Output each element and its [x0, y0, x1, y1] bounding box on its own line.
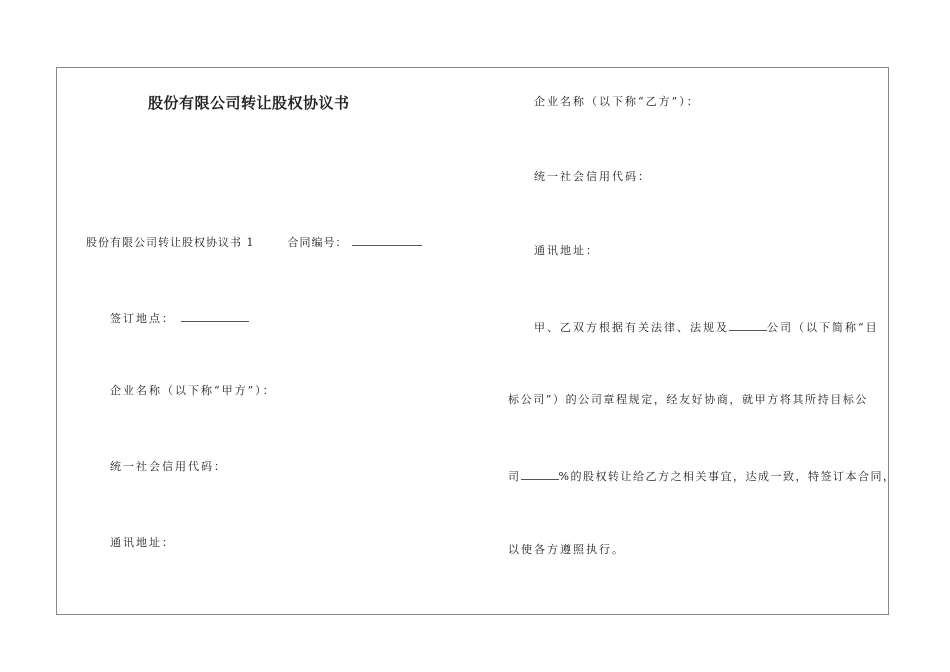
- party-b-credit-code-label: 统一社会信用代码：: [534, 170, 651, 183]
- sign-place-label: 签订地点：: [110, 312, 175, 325]
- body-line-3-prefix: 司: [508, 470, 521, 483]
- party-a-address-label: 通讯地址：: [110, 536, 175, 549]
- body-line-1-prefix: 甲、乙双方根据有关法律、法规及: [534, 321, 729, 334]
- sign-place-line: [110, 311, 249, 326]
- body-line-3: [508, 469, 895, 484]
- party-b-address-label: 通讯地址：: [534, 244, 599, 257]
- body-line-3-suffix: %的股权转让给乙方之相关事宜，达成一致，特签订本合同，: [558, 470, 896, 483]
- document-frame: [56, 67, 889, 615]
- sign-place-blank: [181, 311, 249, 322]
- header-line-text: 股份有限公司转让股权协议书 1: [86, 236, 255, 249]
- party-b-name-label: 企业名称（以下称“乙方”）：: [534, 95, 700, 108]
- body-percent-blank: [521, 469, 559, 480]
- body-line-2: 标公司”）的公司章程规定，经友好协商，就甲方将其所持目标公: [508, 393, 869, 406]
- document-title: 股份有限公司转让股权协议书: [148, 94, 350, 112]
- party-a-credit-code-label: 统一社会信用代码：: [110, 460, 227, 473]
- contract-no-blank: [352, 235, 422, 246]
- header-line: [86, 235, 422, 250]
- body-line-1-suffix: 公司（以下简称“目: [767, 321, 879, 334]
- body-line-4: 以使各方遵照执行。: [508, 543, 625, 556]
- body-line-1: [534, 320, 879, 335]
- party-a-name-label: 企业名称（以下称“甲方”）：: [110, 384, 276, 397]
- contract-no-label: 合同编号：: [287, 236, 348, 249]
- body-company-blank: [729, 320, 767, 331]
